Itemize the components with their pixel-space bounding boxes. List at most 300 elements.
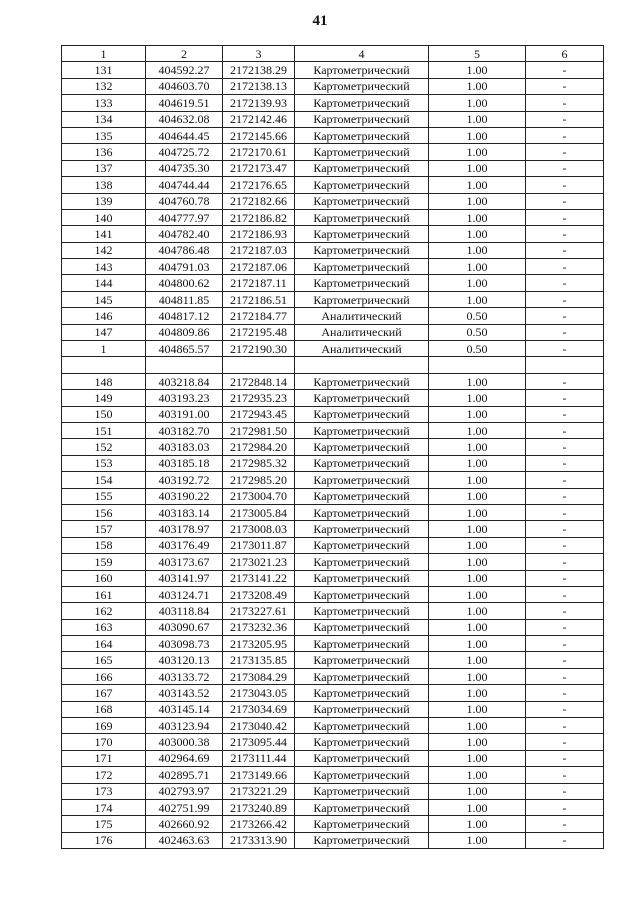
table-cell: - [526,570,604,586]
table-row [62,554,604,570]
table-cell: 155 [62,488,146,504]
table-header [62,46,604,62]
table-cell: 2172187.11 [223,275,295,291]
table-row [62,373,604,389]
table-cell: - [526,799,604,815]
table-cell: - [526,636,604,652]
table-cell: 131 [62,62,146,78]
table-cell: 162 [62,603,146,619]
table-cell: 133 [62,95,146,111]
table-cell: 403176.49 [146,537,223,553]
table-cell: 404632.08 [146,111,223,127]
header-row [62,46,604,62]
table-cell: - [526,111,604,127]
table-cell: - [526,603,604,619]
table-cell: 1.00 [429,603,526,619]
table-cell: - [526,341,604,357]
table-cell: - [526,701,604,717]
table-row [62,472,604,488]
table-cell: Картометрический [295,832,429,848]
table-cell: 1.00 [429,390,526,406]
table-cell: 2173240.89 [223,799,295,815]
table-cell: 1.00 [429,586,526,602]
table-cell [429,357,526,373]
table-cell: Картометрический [295,127,429,143]
table-cell: 1.00 [429,259,526,275]
table-cell: 1.00 [429,537,526,553]
table-cell: - [526,586,604,602]
table-cell: Картометрический [295,259,429,275]
table-cell: 404782.40 [146,226,223,242]
table-cell: Картометрический [295,209,429,225]
table-cell: - [526,750,604,766]
table-cell: - [526,537,604,553]
table-row [62,652,604,668]
table-cell: Картометрический [295,373,429,389]
table-cell: Картометрический [295,570,429,586]
table-cell: 404809.86 [146,324,223,340]
table-row [62,226,604,242]
table-cell: 2172187.03 [223,242,295,258]
table-cell: 166 [62,668,146,684]
table-cell: 403145.14 [146,701,223,717]
table-cell: 0.50 [429,308,526,324]
table-cell: Картометрический [295,783,429,799]
table-body [62,62,604,849]
table-cell: 2173084.29 [223,668,295,684]
table-cell: 2172173.47 [223,160,295,176]
table-row [62,619,604,635]
table-cell: 149 [62,390,146,406]
table-cell: - [526,816,604,832]
table-cell: 1.00 [429,783,526,799]
table-cell: Картометрический [295,95,429,111]
table-row [62,668,604,684]
table-cell: - [526,832,604,848]
table-cell: 404644.45 [146,127,223,143]
table-cell: 1.00 [429,275,526,291]
table-row [62,308,604,324]
table-row [62,750,604,766]
table-row [62,783,604,799]
table-cell: Картометрический [295,144,429,160]
table-row [62,734,604,750]
table-row [62,570,604,586]
header-cell: 1 [62,46,146,62]
table-cell: 2172186.51 [223,291,295,307]
table-row [62,259,604,275]
table-cell: Картометрический [295,406,429,422]
table-cell: 1.00 [429,160,526,176]
table-cell: - [526,488,604,504]
table-cell: 2172139.93 [223,95,295,111]
table-cell: 1.00 [429,554,526,570]
table-cell: - [526,160,604,176]
table-cell: 1.00 [429,111,526,127]
table-cell: 2172186.93 [223,226,295,242]
table-cell: 169 [62,718,146,734]
table-cell: - [526,619,604,635]
table-cell: 403178.97 [146,521,223,537]
table-cell: - [526,472,604,488]
table-cell: 1.00 [429,488,526,504]
table-cell: 1.00 [429,504,526,520]
table-cell: Картометрический [295,668,429,684]
table-cell: 164 [62,636,146,652]
table-cell: 2173008.03 [223,521,295,537]
table-cell: 1.00 [429,521,526,537]
table-cell: 403190.22 [146,488,223,504]
table-cell: Картометрический [295,554,429,570]
table-cell: 404786.48 [146,242,223,258]
table-cell: 1.00 [429,193,526,209]
table-cell: 403182.70 [146,422,223,438]
table-row [62,685,604,701]
table-cell: 404744.44 [146,177,223,193]
table-cell: Картометрический [295,636,429,652]
table-cell: 1.00 [429,750,526,766]
table-cell: 141 [62,226,146,242]
table-cell: 137 [62,160,146,176]
table-row [62,701,604,717]
table-cell: Картометрический [295,422,429,438]
table-cell: Картометрический [295,472,429,488]
table-cell: 2173313.90 [223,832,295,848]
table-cell: 143 [62,259,146,275]
table-cell: 1.00 [429,455,526,471]
table-cell: 403183.14 [146,504,223,520]
table-cell: 157 [62,521,146,537]
table-row [62,357,604,373]
table-cell: 2172984.20 [223,439,295,455]
table-cell: 135 [62,127,146,143]
table-row [62,193,604,209]
table-cell: 151 [62,422,146,438]
table-cell: 1.00 [429,95,526,111]
table-cell: - [526,439,604,455]
table-cell: 403098.73 [146,636,223,652]
table-cell: 148 [62,373,146,389]
table-cell: 158 [62,537,146,553]
table-cell: 2173040.42 [223,718,295,734]
table-cell: Картометрический [295,816,429,832]
table-cell: 1.00 [429,291,526,307]
table-cell: - [526,209,604,225]
table-cell: Картометрический [295,62,429,78]
table-cell: 1.00 [429,439,526,455]
table-cell: - [526,291,604,307]
table-cell [62,357,146,373]
table-cell: 2172142.46 [223,111,295,127]
table-cell: - [526,78,604,94]
table-cell: 404817.12 [146,308,223,324]
table-cell: Картометрический [295,193,429,209]
table-cell: 402793.97 [146,783,223,799]
table-cell: 147 [62,324,146,340]
table-cell: 403191.00 [146,406,223,422]
table-cell: 154 [62,472,146,488]
table-cell: 1.00 [429,144,526,160]
table-row [62,488,604,504]
table-cell: 140 [62,209,146,225]
table-cell: 2173205.95 [223,636,295,652]
table-cell: 403218.84 [146,373,223,389]
table-cell: 2173043.05 [223,685,295,701]
table-cell: 1.00 [429,668,526,684]
table-cell: 1.00 [429,832,526,848]
table-cell: 1.00 [429,422,526,438]
table-cell: 2172182.66 [223,193,295,209]
table-cell: 2173034.69 [223,701,295,717]
table-cell: 2173004.70 [223,488,295,504]
table-cell: Картометрический [295,521,429,537]
table-cell: 404811.85 [146,291,223,307]
table-cell: - [526,144,604,160]
table-row [62,144,604,160]
header-cell: 6 [526,46,604,62]
table-cell: 1.00 [429,636,526,652]
table-cell: 2173005.84 [223,504,295,520]
table-cell: 2172848.14 [223,373,295,389]
table-row [62,521,604,537]
table-cell: - [526,406,604,422]
table-cell: 1.00 [429,718,526,734]
table-row [62,799,604,815]
table-cell: 2172943.45 [223,406,295,422]
header-cell: 4 [295,46,429,62]
table-cell: 173 [62,783,146,799]
table-row [62,439,604,455]
table-cell: 152 [62,439,146,455]
table-cell [146,357,223,373]
table-row [62,455,604,471]
table-cell: 1.00 [429,472,526,488]
table-cell: 1.00 [429,701,526,717]
table-cell: 1.00 [429,373,526,389]
table-cell: Картометрический [295,799,429,815]
table-row [62,767,604,783]
table-cell: - [526,373,604,389]
header-cell: 5 [429,46,526,62]
page-number: 41 [312,13,328,29]
header-cell: 2 [146,46,223,62]
table-cell: - [526,308,604,324]
table-cell: 144 [62,275,146,291]
table-cell: 2172138.13 [223,78,295,94]
table-cell: - [526,685,604,701]
table-cell: 1.00 [429,242,526,258]
table-cell: 403141.97 [146,570,223,586]
table-cell: 1.00 [429,209,526,225]
table-cell: 156 [62,504,146,520]
table-cell: 1 [62,341,146,357]
table-cell: - [526,718,604,734]
table-cell: 175 [62,816,146,832]
table-cell: - [526,390,604,406]
table-cell: 2172176.65 [223,177,295,193]
table-cell: 2172195.48 [223,324,295,340]
table-cell: 136 [62,144,146,160]
table-cell: 161 [62,586,146,602]
table-cell: 2173208.49 [223,586,295,602]
table-cell: Картометрический [295,767,429,783]
table-cell: 2173111.44 [223,750,295,766]
table-cell: Картометрический [295,275,429,291]
table-cell: 404791.03 [146,259,223,275]
table-cell: 142 [62,242,146,258]
table-cell: 403133.72 [146,668,223,684]
table-cell: 1.00 [429,652,526,668]
table-row [62,62,604,78]
table-cell: - [526,62,604,78]
table-cell: Картометрический [295,586,429,602]
table-cell: Картометрический [295,718,429,734]
table-row [62,832,604,848]
table-cell: Аналитический [295,308,429,324]
table-cell: 402463.63 [146,832,223,848]
table-cell: Картометрический [295,160,429,176]
table-cell: 2172138.29 [223,62,295,78]
table-cell: 0.50 [429,341,526,357]
table-cell: - [526,521,604,537]
table-cell: 2173135.85 [223,652,295,668]
table-cell: 403192.72 [146,472,223,488]
table-cell: 404735.30 [146,160,223,176]
table-row [62,291,604,307]
table-cell: - [526,554,604,570]
table-row [62,390,604,406]
table-cell: 2173227.61 [223,603,295,619]
table-cell: Картометрический [295,652,429,668]
table-cell: 403123.94 [146,718,223,734]
table-cell [526,357,604,373]
coordinates-table [61,45,604,849]
table-cell: - [526,95,604,111]
table-cell: 402660.92 [146,816,223,832]
table-cell: 1.00 [429,570,526,586]
table-cell: 132 [62,78,146,94]
table-cell: - [526,767,604,783]
table-cell: 171 [62,750,146,766]
table-cell: - [526,668,604,684]
table-cell: 174 [62,799,146,815]
table-cell: 2173266.42 [223,816,295,832]
table-cell: 159 [62,554,146,570]
table-row [62,95,604,111]
table-row [62,636,604,652]
table-row [62,209,604,225]
table-cell: 150 [62,406,146,422]
table-cell: 404865.57 [146,341,223,357]
table-row [62,341,604,357]
table-cell: 402964.69 [146,750,223,766]
table-row [62,275,604,291]
table-cell: - [526,177,604,193]
table-cell: 1.00 [429,799,526,815]
table-cell: 403185.18 [146,455,223,471]
table-cell: - [526,226,604,242]
table-cell: 146 [62,308,146,324]
table-cell: 1.00 [429,406,526,422]
table-cell: 403173.67 [146,554,223,570]
table-cell: 145 [62,291,146,307]
table-cell: 1.00 [429,177,526,193]
table-row [62,816,604,832]
table-cell: Картометрический [295,242,429,258]
table-row [62,586,604,602]
table-row [62,718,604,734]
table-cell: 1.00 [429,62,526,78]
table-cell: - [526,324,604,340]
table-cell: 403183.03 [146,439,223,455]
table-cell: - [526,504,604,520]
table-cell: 2173221.29 [223,783,295,799]
table-cell: 1.00 [429,816,526,832]
table-cell: Картометрический [295,111,429,127]
table-cell: - [526,783,604,799]
table-cell: 139 [62,193,146,209]
table-cell: Картометрический [295,455,429,471]
table-cell: - [526,422,604,438]
table-cell: Картометрический [295,177,429,193]
table-cell: Картометрический [295,734,429,750]
table-cell: 170 [62,734,146,750]
table-cell: 2173149.66 [223,767,295,783]
table-cell: 2173232.36 [223,619,295,635]
table-cell: 403124.71 [146,586,223,602]
table-cell: 2173095.44 [223,734,295,750]
table-cell: 404760.78 [146,193,223,209]
table-cell: 1.00 [429,78,526,94]
table-cell: Картометрический [295,701,429,717]
table-cell: Аналитический [295,341,429,357]
table-cell: 1.00 [429,734,526,750]
table-cell: - [526,455,604,471]
table-cell: Аналитический [295,324,429,340]
table-cell: 1.00 [429,767,526,783]
table-cell: 403000.38 [146,734,223,750]
table-row [62,504,604,520]
table-cell: Картометрический [295,439,429,455]
table-cell: 2172184.77 [223,308,295,324]
table-row [62,603,604,619]
table-cell: 403090.67 [146,619,223,635]
table-cell: 2173141.22 [223,570,295,586]
table-cell: - [526,259,604,275]
table-cell: 163 [62,619,146,635]
table-row [62,406,604,422]
table-cell: 1.00 [429,685,526,701]
table-cell: 2172190.30 [223,341,295,357]
table-cell: 1.00 [429,127,526,143]
table-cell: Картометрический [295,488,429,504]
table-cell: 2172935.23 [223,390,295,406]
table-cell: 134 [62,111,146,127]
table-cell: Картометрический [295,619,429,635]
table-cell: 153 [62,455,146,471]
table-cell: 167 [62,685,146,701]
table-cell: Картометрический [295,750,429,766]
table-cell: 1.00 [429,619,526,635]
table-cell: 404619.51 [146,95,223,111]
table-row [62,242,604,258]
table-row [62,160,604,176]
table-cell: 2172186.82 [223,209,295,225]
table-cell: 403118.84 [146,603,223,619]
table-cell: 402895.71 [146,767,223,783]
header-cell: 3 [223,46,295,62]
table-cell: 403143.52 [146,685,223,701]
